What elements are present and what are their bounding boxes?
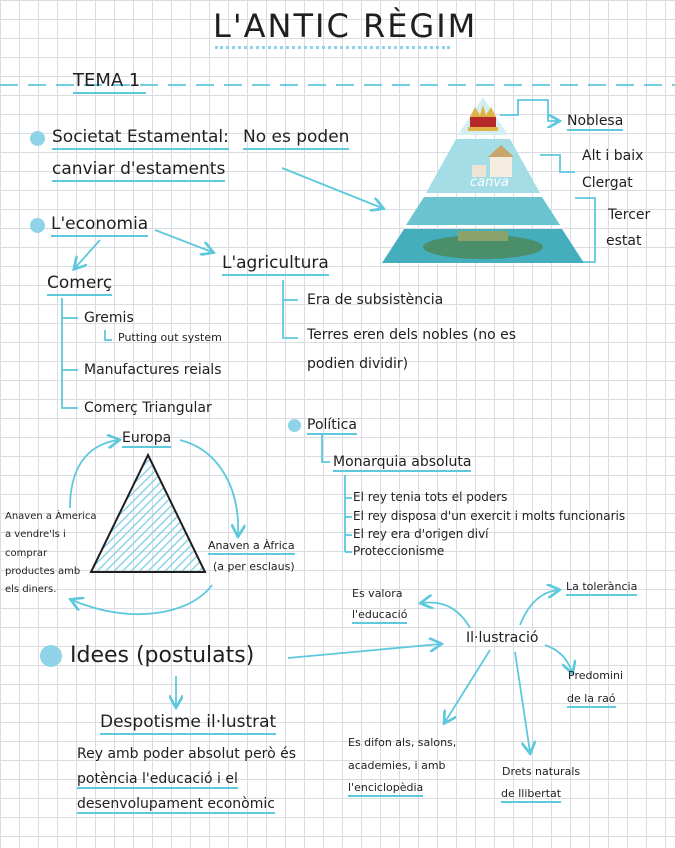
triangle-left-3: comprar	[5, 548, 48, 559]
despotisme-line2: potència l'educació i el	[77, 771, 238, 789]
bullet-dot	[30, 218, 45, 233]
label-clergat-2: Clergat	[582, 175, 633, 191]
despotisme-line1: Rey amb poder absolut però és	[77, 746, 297, 762]
ill-drets-2: de llibertat	[501, 788, 561, 803]
label-noblesa: Noblesa	[567, 113, 623, 131]
ill-difon-1: Es difon als, salons,	[348, 736, 457, 749]
despotisme-heading: Despotisme il·lustrat	[100, 713, 276, 735]
triangle-left-1: Anaven a Àmerica	[5, 511, 97, 522]
societat-heading: Societat Estamental:	[52, 128, 229, 150]
ill-rao-1: Predomini	[568, 669, 623, 682]
ill-difon-2: academies, i amb	[348, 759, 446, 772]
societat-line2: canviar d'estaments	[52, 160, 225, 182]
tema-label: TEMA 1	[73, 71, 146, 94]
comerc-heading: Comerç	[47, 274, 112, 296]
trade-triangle	[88, 452, 208, 577]
ill-educacio-1: Es valora	[352, 587, 403, 600]
idees-heading: Idees (postulats)	[70, 643, 255, 668]
despotisme-line3: desenvolupament econòmic	[77, 796, 275, 814]
economia-heading: L'economia	[51, 215, 148, 237]
agricultura-item-terres: Terres eren dels nobles (no es	[307, 327, 517, 343]
ill-difon-3: l'enciclopèdia	[348, 782, 423, 797]
bullet-dot	[288, 419, 301, 432]
pyramid-middle	[406, 197, 560, 225]
societat-line1: No es poden	[243, 128, 349, 150]
pyramid-watermark: canva	[470, 175, 510, 190]
title-underline	[215, 46, 450, 49]
comerc-item-triangular: Comerç Triangular	[84, 400, 212, 416]
comerc-item-gremis: Gremis	[84, 310, 134, 326]
page-title: L'ANTIC RÈGIM	[213, 7, 478, 45]
ill-rao-2: de la raó	[567, 693, 616, 708]
ill-drets-1: Drets naturals	[502, 765, 581, 778]
agricultura-item-terres-cont: podien dividir)	[307, 356, 409, 372]
triangle-left-2: a vendre'ls i	[5, 529, 66, 540]
politica-item-3: El rey era d'origen diví	[353, 527, 489, 541]
bullet-dot	[40, 645, 62, 667]
politica-heading: Política	[307, 417, 357, 435]
politica-item-4: Proteccionisme	[353, 544, 445, 558]
triangle-left-4: productes amb	[5, 566, 81, 577]
comerc-item-putting-out: Putting out system	[118, 331, 222, 344]
ill-educacio-2: l'educació	[352, 609, 407, 624]
triangle-left-5: els diners.	[5, 584, 57, 595]
politica-item-2: El rey disposa d'un exercit i molts funcionaris	[353, 509, 626, 523]
agricultura-heading: L'agricultura	[222, 254, 329, 276]
crown-icon	[468, 105, 498, 131]
triangle-right-1: Anaven a Àfrica	[208, 540, 295, 555]
politica-sub: Monarquia absoluta	[333, 454, 471, 472]
illustracio-heading: Il·lustració	[466, 630, 539, 646]
label-clergat-1: Alt i baix	[582, 148, 644, 164]
bullet-dot	[30, 131, 45, 146]
agricultura-item-subsistencia: Era de subsistència	[307, 292, 444, 308]
ill-tolerancia: La tolerància	[566, 581, 637, 596]
politica-item-1: El rey tenia tots el poders	[353, 490, 508, 504]
label-tercer-1: Tercer	[608, 207, 651, 223]
triangle-right-2: (a per esclaus)	[213, 560, 295, 573]
label-tercer-2: estat	[606, 233, 642, 249]
triangle-europa: Europa	[122, 430, 171, 448]
comerc-item-manufactures: Manufactures reials	[84, 362, 222, 378]
